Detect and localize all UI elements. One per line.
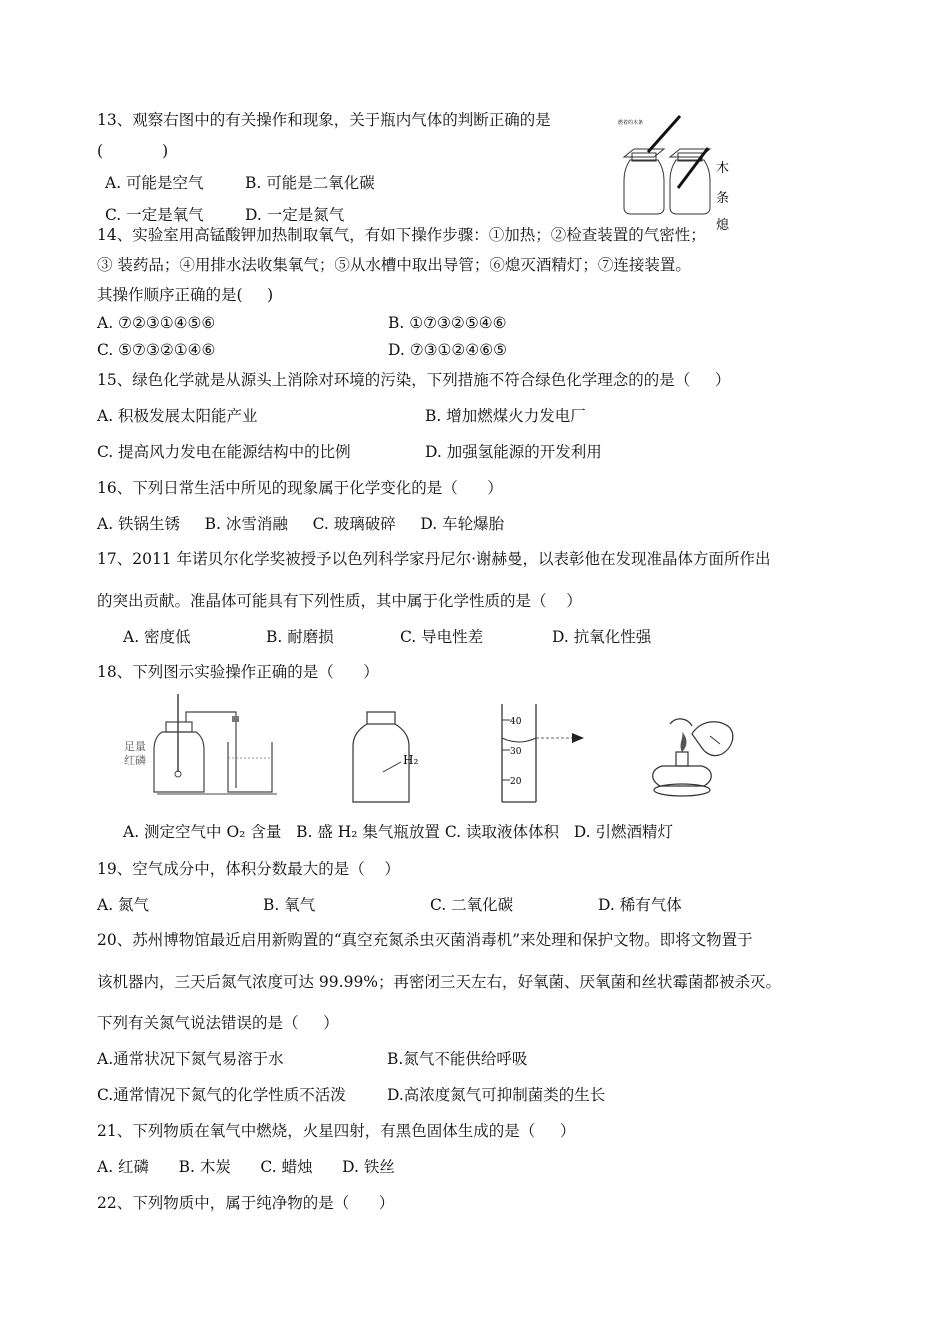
q14-option-a: A. ⑦②③①④⑤⑥: [97, 314, 216, 332]
q19-stem: 19、空气成分中，体积分数最大的是（ ）: [97, 860, 400, 878]
q13-fig-label-burning-splint: 燃着的木条: [618, 120, 644, 126]
q21-stem: 21、下列物质在氧气中燃烧，火星四射，有黑色固体生成的是（ ）: [97, 1122, 576, 1140]
q13-bottles-figure: [612, 108, 747, 233]
q14-option-c: C. ⑤⑦③②①④⑥: [97, 341, 216, 359]
q19-option-d: D. 稀有气体: [598, 896, 682, 914]
q18-options: A. 测定空气中 O₂ 含量 B. 盛 H₂ 集气瓶放置 C. 读取液体体积 D. 引燃酒精灯: [123, 823, 674, 841]
q19-option-b: B. 氧气: [263, 896, 316, 914]
q13-fig-label-char-3: 熄: [716, 218, 730, 233]
q18-figure-a-label-line1: 足量: [124, 740, 146, 753]
q15-option-a: A. 积极发展太阳能产业: [97, 407, 258, 425]
q13-option-c: C. 一定是氧气: [105, 206, 204, 224]
q20-stem-line1: 20、苏州博物馆最近启用新购置的“真空充氮杀虫灭菌消毒机”来处理和保护文物。即将文物置于: [97, 931, 753, 949]
q21-options: A. 红磷 B. 木炭 C. 蜡烛 D. 铁丝: [97, 1158, 395, 1176]
q13-fig-label-char-2: 条: [716, 191, 730, 206]
q17-option-a: A. 密度低: [123, 628, 191, 646]
q14-option-d: D. ⑦③①②④⑥⑤: [388, 341, 507, 359]
q17-option-d: D. 抗氧化性强: [552, 628, 652, 646]
q18-figure-d-alcohol-lamp: [640, 714, 740, 804]
q19-option-a: A. 氮气: [97, 896, 150, 914]
q18-figure-c-tick-30: 30: [510, 747, 522, 757]
q18-figure-b-label: H₂: [403, 753, 419, 767]
q18-figure-b-gas-bottle: [345, 710, 425, 804]
q15-option-c: C. 提高风力发电在能源结构中的比例: [97, 443, 351, 461]
q16-options: A. 铁锅生锈 B. 冰雪消融 C. 玻璃破碎 D. 车轮爆胎: [97, 515, 505, 533]
q15-option-b: B. 增加燃煤火力发电厂: [425, 407, 586, 425]
q17-stem-line1: 17、2011 年诺贝尔化学奖被授予以色列科学家丹尼尔·谢赫曼，以表彰他在发现准晶体方面所作出: [97, 550, 771, 568]
q18-stem: 18、下列图示实验操作正确的是（ ）: [97, 663, 379, 681]
q18-figure-a-label-line2: 红磷: [124, 754, 146, 767]
q14-stem-line1: 14、实验室用高锰酸钾加热制取氧气，有如下操作步骤：①加热；②检查装置的气密性；: [97, 226, 706, 244]
q16-stem: 16、下列日常生活中所见的现象属于化学变化的是（ ）: [97, 479, 503, 497]
q13-option-b: B. 可能是二氧化碳: [245, 174, 375, 192]
q20-option-b: B.氮气不能供给呼吸: [387, 1050, 528, 1068]
q14-stem-line3: 其操作顺序正确的是( ): [97, 286, 274, 304]
q17-option-b: B. 耐磨损: [266, 628, 334, 646]
q15-option-d: D. 加强氢能源的开发利用: [425, 443, 602, 461]
q20-stem-line2: 该机器内，三天后氮气浓度可达 99.99%；再密闭三天左右，好氧菌、厌氧菌和丝状霉菌都被杀灭。: [97, 973, 782, 991]
q14-stem-line2: ③ 装药品；④用排水法收集氧气；⑤从水槽中取出导管；⑥熄灭酒精灯；⑦连接装置。: [97, 256, 691, 274]
q20-option-c: C.通常情况下氮气的化学性质不活泼: [97, 1086, 346, 1104]
q22-stem: 22、下列物质中，属于纯净物的是（ ）: [97, 1194, 395, 1212]
q15-stem: 15、绿色化学就是从源头上消除对环境的污染，下列措施不符合绿色化学理念的的是（ ）: [97, 371, 731, 389]
q14-option-b: B. ①⑦③②⑤④⑥: [388, 314, 507, 332]
q18-figure-c-tick-40: 40: [510, 717, 522, 727]
q13-fig-label-char-1: 木: [716, 161, 730, 176]
q18-figure-a-oxygen-measurement: [122, 692, 292, 804]
q20-option-a: A.通常状况下氮气易溶于水: [97, 1050, 284, 1068]
q18-figure-c-cylinder: [496, 700, 596, 804]
q19-option-c: C. 二氧化碳: [430, 896, 514, 914]
q20-option-d: D.高浓度氮气可抑制菌类的生长: [387, 1086, 606, 1104]
q13-option-d: D. 一定是氮气: [245, 206, 345, 224]
q20-stem-line3: 下列有关氮气说法错误的是（ ）: [97, 1014, 339, 1032]
q13-stem: 13、观察右图中的有关操作和现象，关于瓶内气体的判断正确的是: [97, 111, 551, 129]
q17-stem-line2: 的突出贡献。准晶体可能具有下列性质，其中属于化学性质的是（ ）: [97, 592, 582, 610]
q13-option-a: A. 可能是空气: [105, 174, 204, 192]
q18-figure-c-tick-20: 20: [510, 777, 522, 787]
q13-answer-paren: ( ): [97, 142, 169, 160]
q17-option-c: C. 导电性差: [400, 628, 484, 646]
